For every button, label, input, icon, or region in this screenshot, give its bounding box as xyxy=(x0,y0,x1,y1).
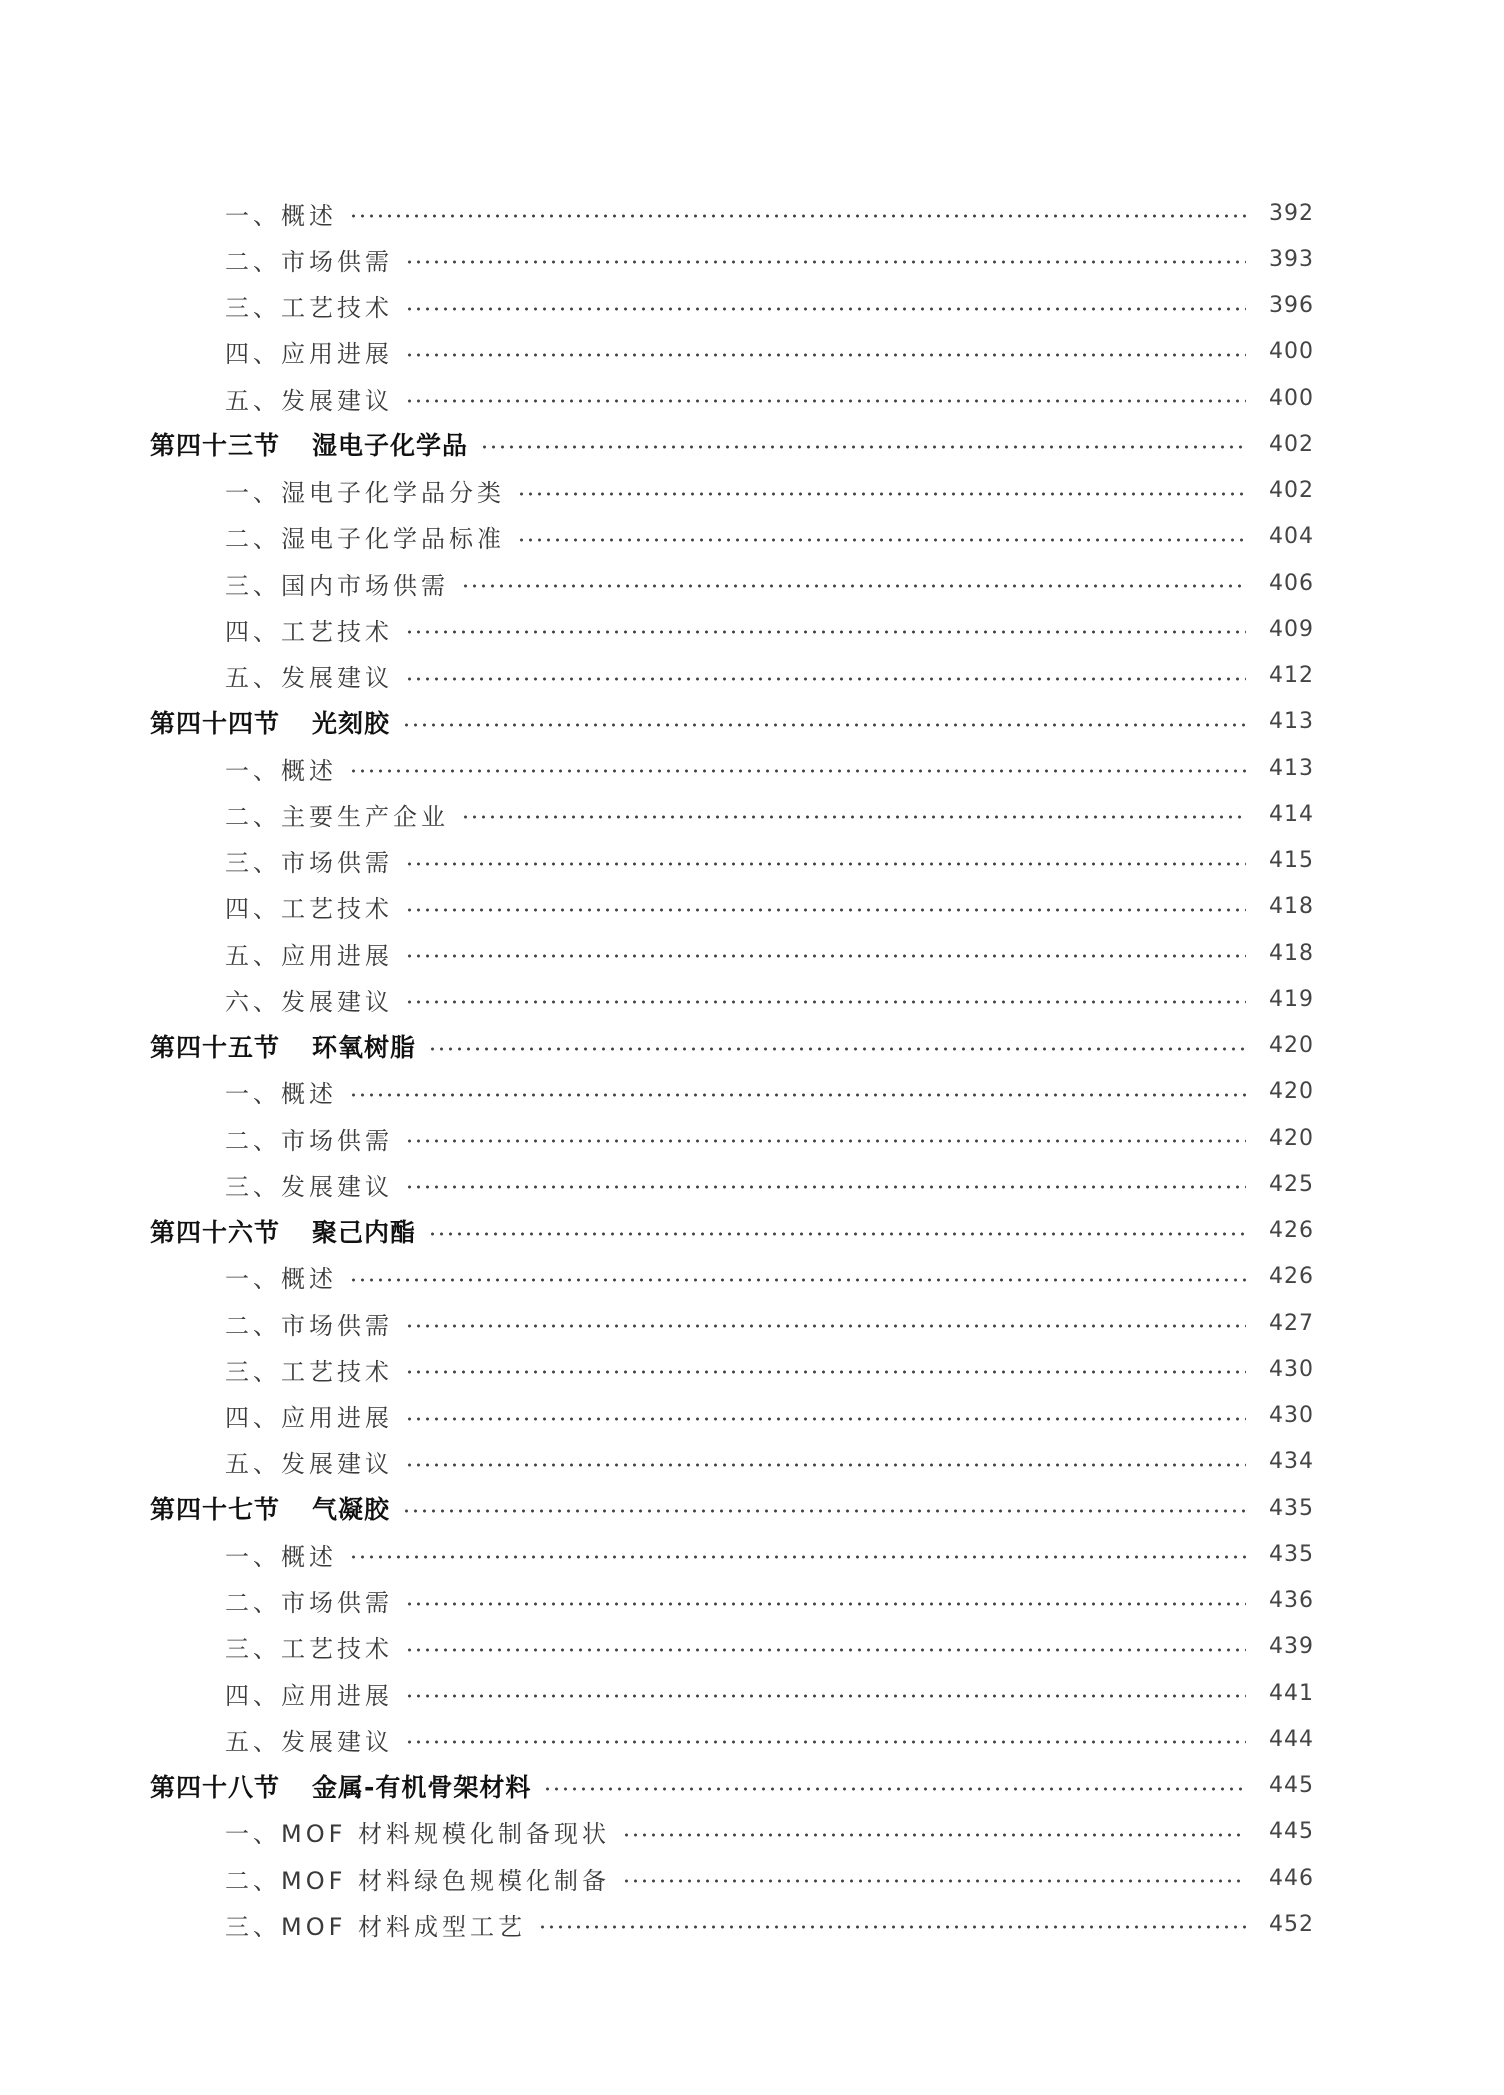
page-number: 418 xyxy=(1269,940,1314,966)
dot-leader xyxy=(543,1787,1246,1791)
subsection-title: 三、国内市场供需 xyxy=(225,571,449,600)
page-number: 430 xyxy=(1269,1356,1314,1382)
dot-leader xyxy=(517,492,1246,496)
section-name: 金属-有机骨架材料 xyxy=(312,1772,532,1802)
section-number: 第四十八节 xyxy=(150,1772,281,1802)
page-number: 406 xyxy=(1269,570,1314,596)
toc-section-entry[interactable] xyxy=(150,1208,1314,1254)
dot-leader xyxy=(349,1278,1246,1282)
toc-subsection-entry[interactable] xyxy=(150,1624,1314,1670)
section-number: 第四十七节 xyxy=(150,1495,281,1525)
subsection-title: 三、MOF 材料成型工艺 xyxy=(225,1912,527,1941)
section-name: 聚己内酯 xyxy=(312,1217,417,1247)
dot-leader xyxy=(349,1555,1246,1559)
toc-section-entry[interactable] xyxy=(150,699,1314,745)
subsection-title: 二、市场供需 xyxy=(225,1126,393,1155)
page-number: 396 xyxy=(1269,293,1314,319)
dot-leader xyxy=(405,1602,1246,1606)
dot-leader xyxy=(405,1417,1246,1421)
dot-leader xyxy=(405,1740,1246,1744)
page-number: 414 xyxy=(1269,801,1314,827)
page-number: 441 xyxy=(1269,1680,1314,1706)
toc-subsection-entry[interactable] xyxy=(150,606,1314,652)
page-number: 404 xyxy=(1269,524,1314,550)
subsection-title: 三、市场供需 xyxy=(225,849,393,878)
toc-subsection-entry[interactable] xyxy=(150,1300,1314,1346)
toc-subsection-entry[interactable] xyxy=(150,1531,1314,1577)
dot-leader xyxy=(405,1694,1246,1698)
page-number: 446 xyxy=(1269,1865,1314,1891)
subsection-title: 一、概述 xyxy=(225,201,337,230)
dot-leader xyxy=(405,353,1246,357)
page-number: 436 xyxy=(1269,1588,1314,1614)
toc-subsection-entry[interactable] xyxy=(150,1439,1314,1485)
dot-leader xyxy=(480,445,1246,449)
toc-subsection-entry[interactable] xyxy=(150,791,1314,837)
subsection-title: 五、发展建议 xyxy=(225,1727,393,1756)
dot-leader xyxy=(622,1879,1246,1883)
section-name: 气凝胶 xyxy=(312,1495,391,1525)
toc-subsection-entry[interactable] xyxy=(150,1901,1314,1947)
section-name: 环氧树脂 xyxy=(312,1032,417,1062)
page-number: 420 xyxy=(1269,1125,1314,1151)
dot-leader xyxy=(405,1185,1246,1189)
page-number: 426 xyxy=(1269,1218,1314,1244)
toc-section-entry[interactable] xyxy=(150,1485,1314,1531)
subsection-title: 五、发展建议 xyxy=(225,664,393,693)
subsection-title: 四、工艺技术 xyxy=(225,617,393,646)
toc-subsection-entry[interactable] xyxy=(150,375,1314,421)
dot-leader xyxy=(405,1463,1246,1467)
page-number: 445 xyxy=(1269,1773,1314,1799)
dot-leader xyxy=(405,954,1246,958)
page-number: 435 xyxy=(1269,1495,1314,1521)
subsection-title: 二、MOF 材料绿色规模化制备 xyxy=(225,1866,611,1895)
toc-section-entry[interactable] xyxy=(150,1763,1314,1809)
dot-leader xyxy=(405,1000,1246,1004)
subsection-title: 三、工艺技术 xyxy=(225,1635,393,1664)
subsection-title: 五、发展建议 xyxy=(225,386,393,415)
section-number: 第四十五节 xyxy=(150,1032,281,1062)
toc-subsection-entry[interactable] xyxy=(150,1115,1314,1161)
subsection-title: 四、应用进展 xyxy=(225,340,393,369)
toc-subsection-entry[interactable] xyxy=(150,283,1314,329)
toc-subsection-entry[interactable] xyxy=(150,236,1314,282)
toc-subsection-entry[interactable] xyxy=(150,745,1314,791)
toc-subsection-entry[interactable] xyxy=(150,1346,1314,1392)
dot-leader xyxy=(461,815,1246,819)
page-number: 402 xyxy=(1269,478,1314,504)
dot-leader xyxy=(402,1509,1246,1513)
section-number: 第四十四节 xyxy=(150,708,281,738)
subsection-title: 五、应用进展 xyxy=(225,941,393,970)
subsection-title: 二、市场供需 xyxy=(225,1311,393,1340)
section-number: 第四十六节 xyxy=(150,1217,281,1247)
toc-subsection-entry[interactable] xyxy=(150,976,1314,1022)
toc-subsection-entry[interactable] xyxy=(150,930,1314,976)
subsection-title: 一、概述 xyxy=(225,1265,337,1294)
toc-subsection-entry[interactable] xyxy=(150,1069,1314,1115)
page-number: 420 xyxy=(1269,1079,1314,1105)
subsection-title: 四、工艺技术 xyxy=(225,895,393,924)
dot-leader xyxy=(405,630,1246,634)
page-number: 400 xyxy=(1269,385,1314,411)
toc-subsection-entry[interactable] xyxy=(150,884,1314,930)
dot-leader xyxy=(622,1833,1246,1837)
toc-subsection-entry[interactable] xyxy=(150,560,1314,606)
toc-subsection-entry[interactable] xyxy=(150,1670,1314,1716)
section-title xyxy=(150,704,390,740)
dot-leader xyxy=(402,723,1246,727)
page-number: 409 xyxy=(1269,616,1314,642)
subsection-title: 四、应用进展 xyxy=(225,1404,393,1433)
dot-leader xyxy=(405,399,1246,403)
section-number: 第四十三节 xyxy=(150,431,281,461)
dot-leader xyxy=(538,1925,1246,1929)
dot-leader xyxy=(517,538,1246,542)
dot-leader xyxy=(405,677,1246,681)
subsection-title: 三、发展建议 xyxy=(225,1172,393,1201)
subsection-title: 二、市场供需 xyxy=(225,1589,393,1618)
toc-subsection-entry[interactable] xyxy=(150,1578,1314,1624)
page-number: 445 xyxy=(1269,1819,1314,1845)
subsection-title: 三、工艺技术 xyxy=(225,294,393,323)
page-number: 426 xyxy=(1269,1264,1314,1290)
dot-leader xyxy=(349,214,1246,218)
toc-subsection-entry[interactable] xyxy=(150,468,1314,514)
dot-leader xyxy=(405,260,1246,264)
toc-subsection-entry[interactable] xyxy=(150,329,1314,375)
page-number: 420 xyxy=(1269,1033,1314,1059)
section-title xyxy=(150,1490,390,1526)
subsection-title: 二、湿电子化学品标准 xyxy=(225,525,505,554)
subsection-title: 二、主要生产企业 xyxy=(225,802,449,831)
dot-leader xyxy=(405,307,1246,311)
page-number: 400 xyxy=(1269,339,1314,365)
section-title xyxy=(150,426,468,462)
page-number: 430 xyxy=(1269,1403,1314,1429)
subsection-title: 一、概述 xyxy=(225,756,337,785)
section-title xyxy=(150,1028,416,1064)
page-number: 435 xyxy=(1269,1541,1314,1567)
page-number: 425 xyxy=(1269,1171,1314,1197)
page-number: 392 xyxy=(1269,200,1314,226)
subsection-title: 五、发展建议 xyxy=(225,1450,393,1479)
page-number: 402 xyxy=(1269,431,1314,457)
page-number: 413 xyxy=(1269,755,1314,781)
page-number: 452 xyxy=(1269,1911,1314,1937)
dot-leader xyxy=(461,584,1246,588)
page-number: 419 xyxy=(1269,986,1314,1012)
page-number: 413 xyxy=(1269,709,1314,735)
section-title xyxy=(150,1213,416,1249)
page-number: 439 xyxy=(1269,1634,1314,1660)
page-number: 427 xyxy=(1269,1310,1314,1336)
page-number: 412 xyxy=(1269,663,1314,689)
dot-leader xyxy=(405,1648,1246,1652)
toc-subsection-entry[interactable] xyxy=(150,1855,1314,1901)
subsection-title: 四、应用进展 xyxy=(225,1681,393,1710)
dot-leader xyxy=(428,1047,1246,1051)
dot-leader xyxy=(405,1370,1246,1374)
subsection-title: 三、工艺技术 xyxy=(225,1357,393,1386)
page-number: 393 xyxy=(1269,246,1314,272)
toc-section-entry[interactable] xyxy=(150,421,1314,467)
dot-leader xyxy=(405,1324,1246,1328)
toc-subsection-entry[interactable] xyxy=(150,1809,1314,1855)
toc-subsection-entry[interactable] xyxy=(150,1161,1314,1207)
toc-subsection-entry[interactable] xyxy=(150,190,1314,236)
toc-subsection-entry[interactable] xyxy=(150,1393,1314,1439)
table-of-contents xyxy=(150,190,1314,1948)
subsection-title: 一、概述 xyxy=(225,1080,337,1109)
dot-leader xyxy=(428,1232,1246,1236)
dot-leader xyxy=(405,1139,1246,1143)
section-title xyxy=(150,1768,531,1804)
toc-section-entry[interactable] xyxy=(150,1023,1314,1069)
dot-leader xyxy=(405,862,1246,866)
subsection-title: 一、概述 xyxy=(225,1542,337,1571)
section-name: 光刻胶 xyxy=(312,708,391,738)
toc-subsection-entry[interactable] xyxy=(150,838,1314,884)
toc-subsection-entry[interactable] xyxy=(150,653,1314,699)
page-number: 415 xyxy=(1269,848,1314,874)
page-number: 418 xyxy=(1269,894,1314,920)
dot-leader xyxy=(405,908,1246,912)
dot-leader xyxy=(349,1093,1246,1097)
page-number: 444 xyxy=(1269,1726,1314,1752)
subsection-title: 六、发展建议 xyxy=(225,987,393,1016)
toc-subsection-entry[interactable] xyxy=(150,514,1314,560)
subsection-title: 一、MOF 材料规模化制备现状 xyxy=(225,1820,611,1849)
toc-subsection-entry[interactable] xyxy=(150,1716,1314,1762)
page-number: 434 xyxy=(1269,1449,1314,1475)
toc-subsection-entry[interactable] xyxy=(150,1254,1314,1300)
subsection-title: 二、市场供需 xyxy=(225,247,393,276)
section-name: 湿电子化学品 xyxy=(312,431,469,461)
subsection-title: 一、湿电子化学品分类 xyxy=(225,479,505,508)
dot-leader xyxy=(349,769,1246,773)
